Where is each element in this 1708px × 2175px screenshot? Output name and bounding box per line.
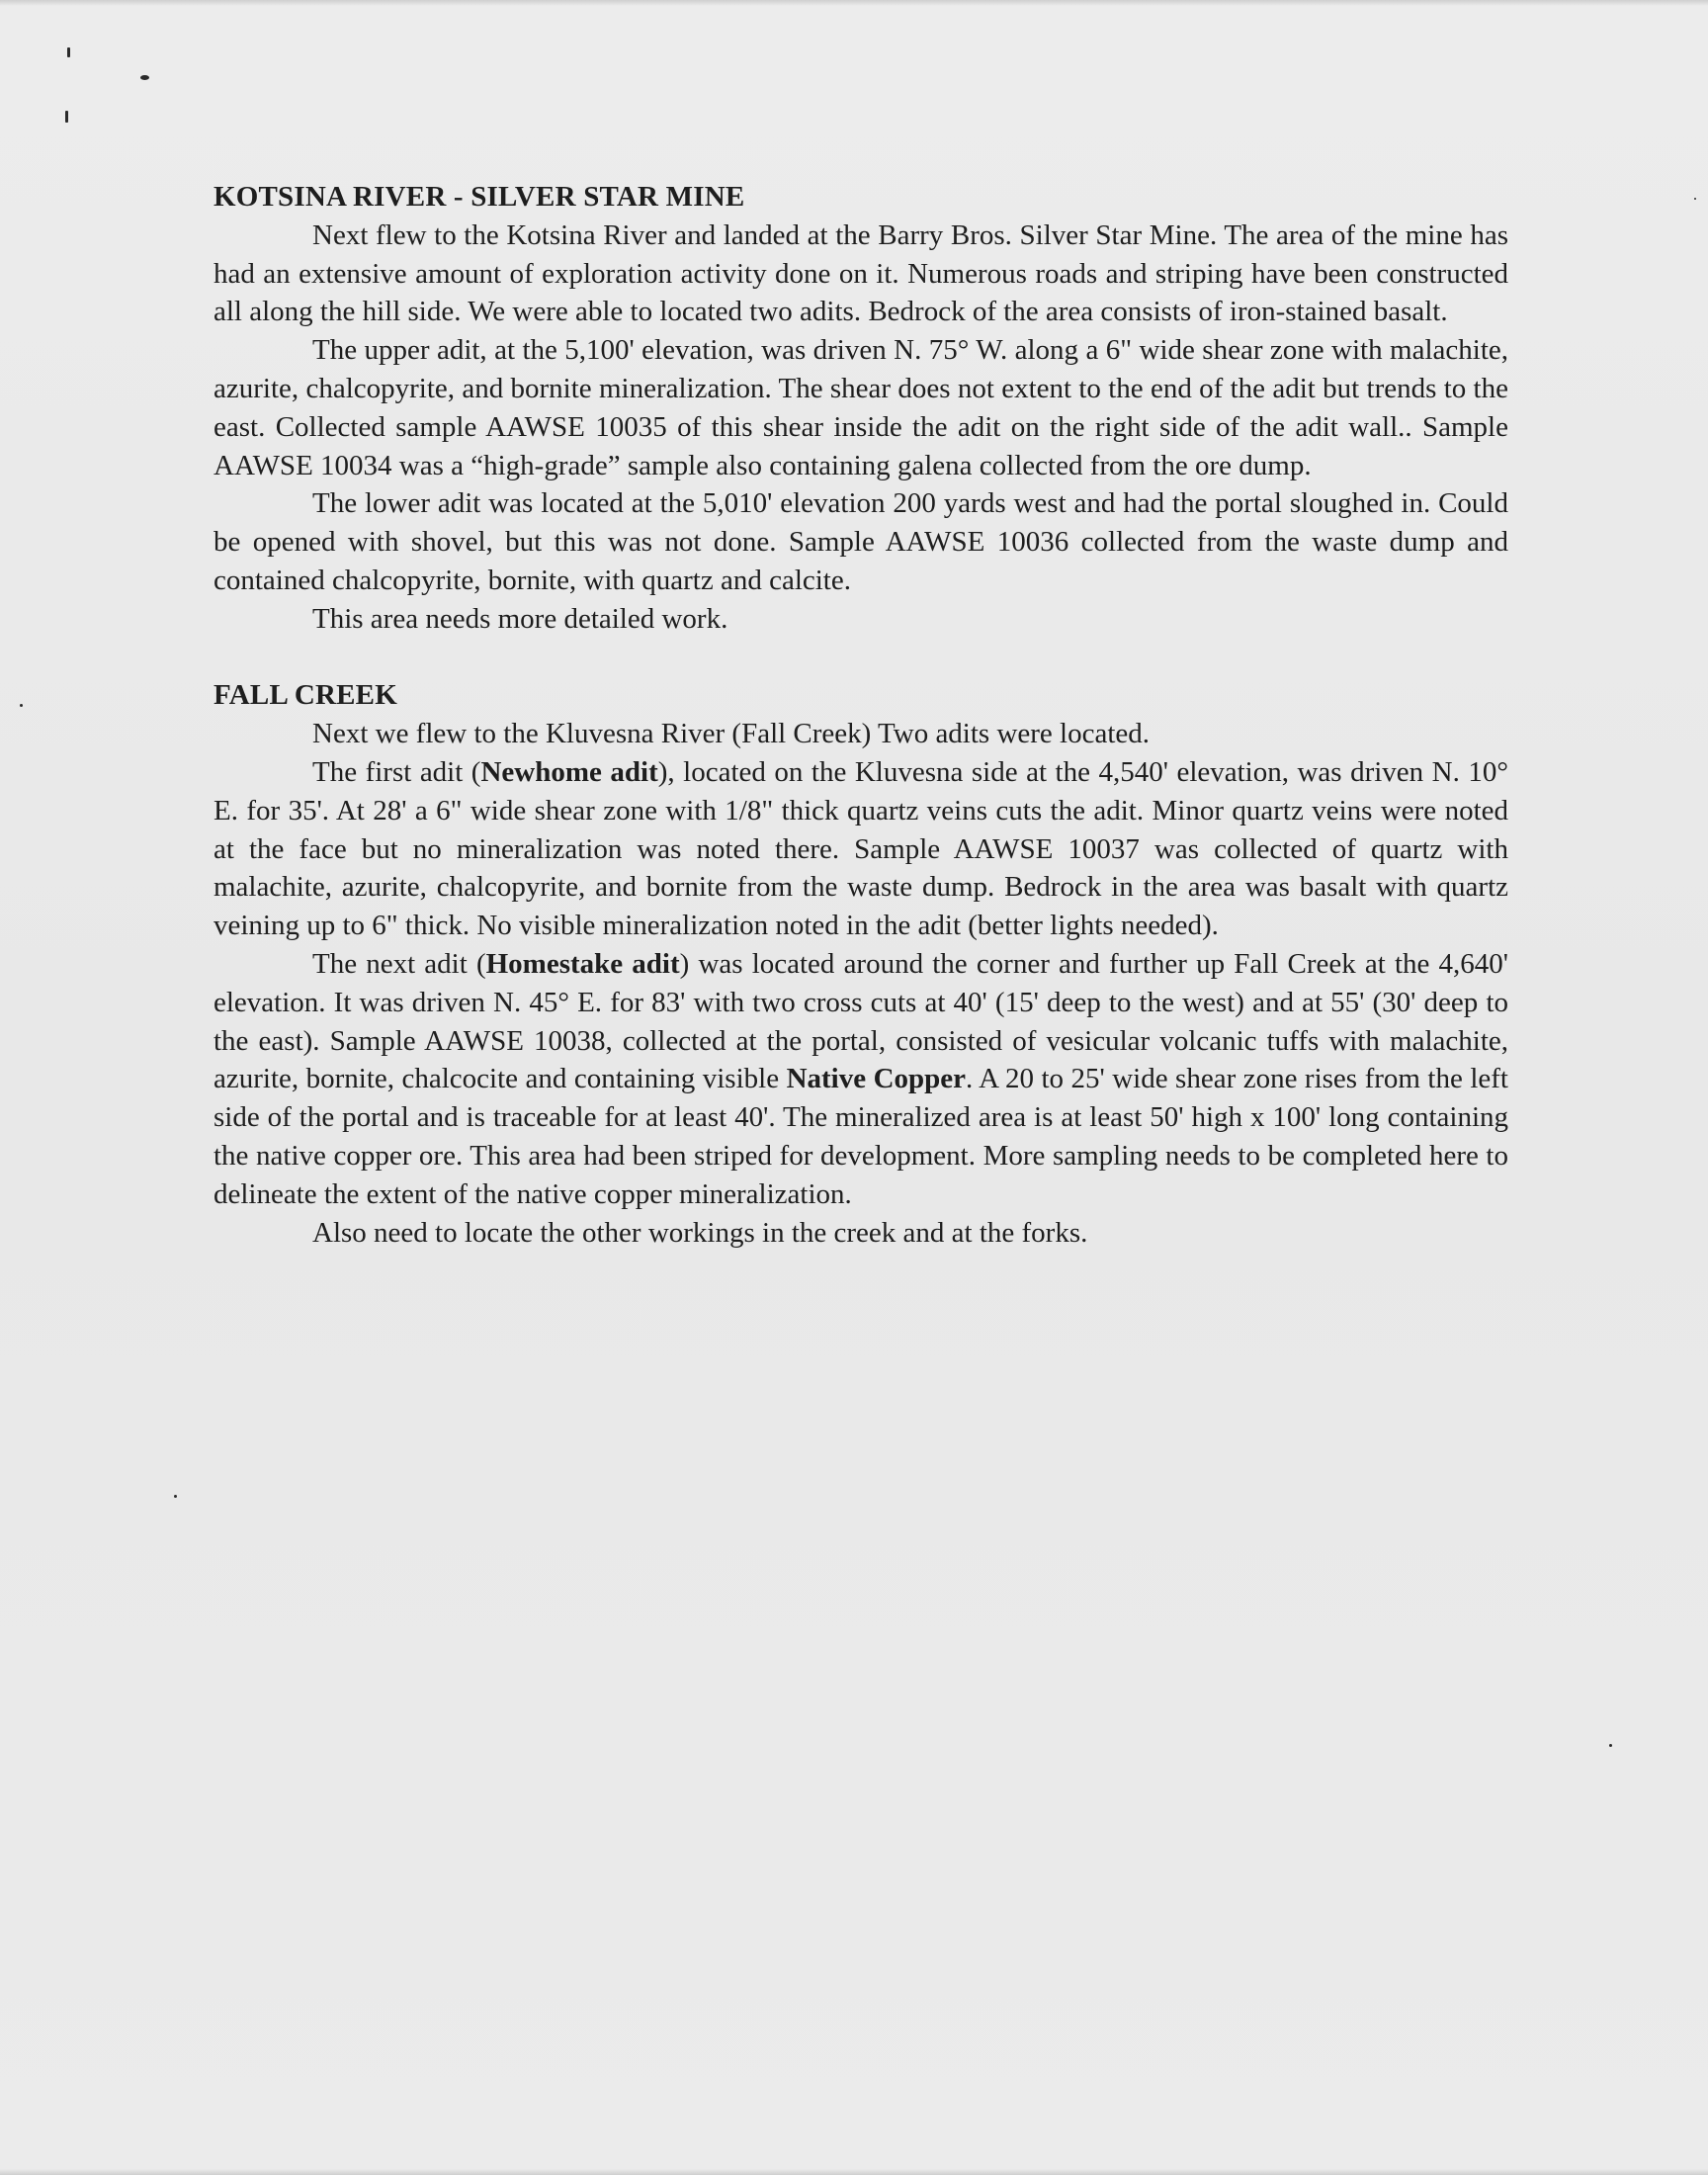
scan-speck <box>65 111 68 123</box>
scan-speck <box>174 1495 177 1498</box>
scan-speck <box>20 704 23 707</box>
paragraph: Next we flew to the Kluvesna River (Fall Creek) Two adits were located. <box>312 718 1151 750</box>
adit-name-newhome: Newhome adit <box>480 755 658 788</box>
paragraph: The lower adit was located at the 5,010' elevation 200 yards west and had the portal sloughed in. Could be opened with shovel, but this was not done. Sample AAWSE 10036 collected from the waste dump and contained chalcopyrite, bornite, with quartz and calcite. <box>214 487 1508 596</box>
paragraph <box>214 945 1508 1214</box>
paragraph: This area needs more detailed work. <box>312 602 728 635</box>
text-run: The next adit ( <box>312 947 486 980</box>
text-run: ) was located around the corner and further up Fall Creek at the 4,640' elevation. It was driven N. 45° E. for 83' with two cross cuts at 40' (15' deep to the west) and at 55' (30' deep to the east). Sample AAWSE 10038, collected at the portal, consisted of vesicular volcanic tuffs with malachite, azurite, bornite, chalcocite and containing visible <box>214 947 1509 1095</box>
section-spacer <box>214 639 1508 677</box>
paragraph: Next flew to the Kotsina River and landed at the Barry Bros. Silver Star Mine. The area of the mine has had an extensive amount of exploration activity done on it. Numerous roads and striping have been constructed all along the hill side. We were able to located two adits. Bedrock of the area consists of iron-stained basalt. <box>214 218 1508 328</box>
document-body <box>214 178 1508 1252</box>
paragraph: Also need to locate the other workings in the creek and at the forks. <box>312 1216 1088 1249</box>
text-run: The first adit ( <box>312 755 481 788</box>
section-heading-fall-creek: FALL CREEK <box>214 679 397 712</box>
page-top-edge <box>0 0 1708 6</box>
text-run: ), located on the Kluvesna side at the 4,540' elevation, was driven N. 10° E. for 35'. At 28' a 6" wide shear zone with 1/8" thick quartz veins cuts the adit. Minor quartz veins were noted at the face but no mineralization was noted there. Sample AAWSE 10037 was collected of quartz with malachite, azurite, chalcopyrite, and bornite from the waste dump. Bedrock in the area was basalt with quartz veining up to 6" thick. No visible mineralization noted in the adit (better lights needed). <box>214 755 1508 942</box>
native-copper-emphasis: Native Copper <box>786 1063 967 1095</box>
scan-speck <box>1694 198 1696 200</box>
scan-speck <box>140 75 149 80</box>
paragraph <box>214 753 1508 945</box>
adit-name-homestake: Homestake adit <box>485 947 680 980</box>
text-run: . A 20 to 25' wide shear zone rises from the left side of the portal and is traceable for at least 40'. The mineralized area is at least 50' high x 100' long containing the native copper ore. This area had been striped for development. More sampling needs to be completed here to delineate the extent of the native copper mineralization. <box>214 1063 1508 1210</box>
section-heading-kotsina: KOTSINA RIVER - SILVER STAR MINE <box>214 181 745 213</box>
paragraph: The upper adit, at the 5,100' elevation, was driven N. 75° W. along a 6" wide shear zone with malachite, azurite, chalcopyrite, and bornite mineralization. The shear does not extent to the end of the adit but trends to the east. Collected sample AAWSE 10035 of this shear inside the adit on the right side of the adit wall.. Sample AAWSE 10034 was a “high-grade” sample also containing galena collected from the ore dump. <box>214 334 1508 481</box>
scan-speck <box>1609 1744 1612 1747</box>
page-bottom-edge <box>0 2169 1708 2175</box>
scan-speck <box>67 47 70 57</box>
